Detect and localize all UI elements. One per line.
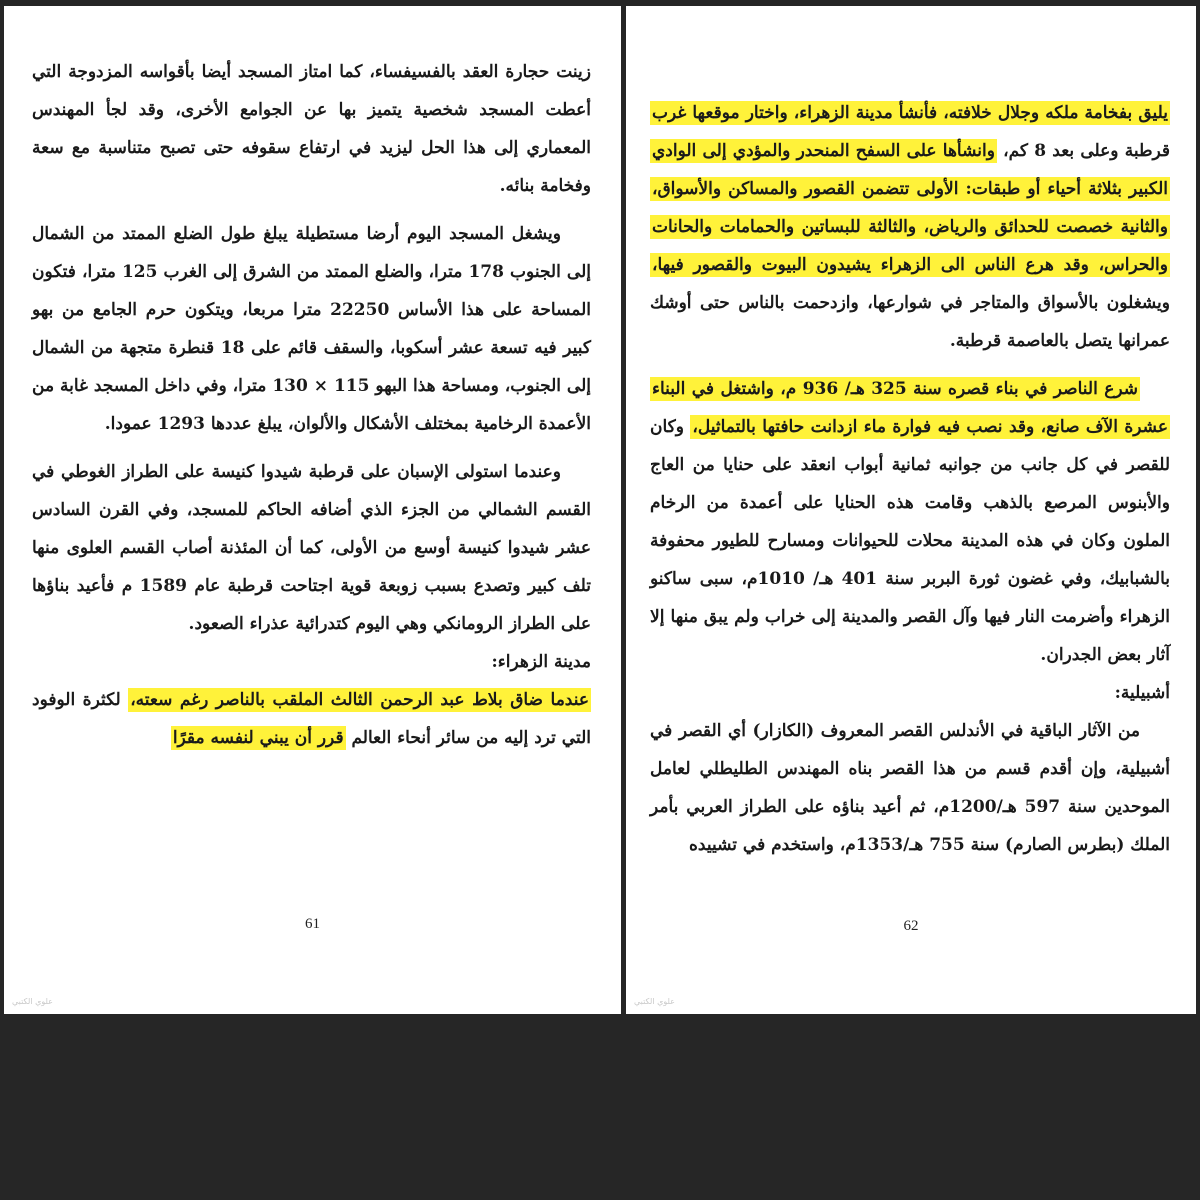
paragraph-palace-construction <box>650 370 1170 674</box>
paragraph-mosque-area: ويشغل المسجد اليوم أرضا مستطيلة يبلغ طول الضلع الممتد من الشمال إلى الجنوب 178 مترا، والضلع الممتد من الشرق إلى الغرب 125 مترا، فتكون المساحة على هذا الأساس 22250 مترا مربعا، ويتكون حرم الجامع من بهو كبير فيه تسعة عشر أسكوبا، والسقف قائم على 18 قنطرة متجهة من الشمال إلى الجنوب، ومساحة هذا البهو 115 × 130 مترا، وفي داخل المسجد غابة من الأعمدة الرخامية بمختلف الأشكال والألوان، يبلغ عددها 1293 عمودا. <box>32 224 592 434</box>
page-61-text <box>32 53 591 757</box>
highlighted-text: عندما ضاق بلاط عبد الرحمن الثالث الملقب بالناصر رغم سعته، <box>130 690 589 710</box>
book-page-62 <box>626 6 1196 1014</box>
paragraph-spanish-church: وعندما استولى الإسبان على قرطبة شيدوا كنيسة على الطراز الغوطي في القسم الشمالي من الجزء الذي أضافه الحاكم للمسجد، وفي القرن السادس عشر شيدوا كنيسة أوسع من الأولى، كما أن المئذنة أصاب القسم العلوى منها تلف كبير وتصدع بسبب زوبعة قوية اجتاحت قرطبة عام 1589 م فأعيد بناؤها على الطراز الرومانكي وهي اليوم كتدرائية عذراء الصعود. <box>32 462 591 634</box>
watermark: علوي الكتبي <box>12 997 53 1006</box>
paragraph-zahra-intro <box>32 681 591 757</box>
section-heading-seville: أشبيلية: <box>1114 683 1170 703</box>
watermark: علوي الكتبي <box>634 997 675 1006</box>
highlighted-text: قرر أن يبني لنفسه مقرًا <box>172 728 344 748</box>
highlighted-text: وانشأها على السفح المنحدر والمؤدي إلى الوادي الكبير بثلاثة أحياء أو طبقات: الأولى تتضمن القصور والمساكن والأسواق، والثانية خصصت للحدائق والرياض، والثالثة للبساتين والحمامات والحانات والحراس، وقد هرع الناس الى الزهراء يشيدون البيوت والقصور فيها، <box>652 141 1168 275</box>
highlighted-text: شرع الناصر في بناء قصره سنة 325 هـ/ 936 م، واشتغل في البناء عشرة الآف صانع، وقد نصب فيه فوارة ماء ازدانت حافتها بالتماثيل، <box>652 379 1168 437</box>
plain-text: قرطبة وعلى بعد 8 كم، <box>996 141 1171 161</box>
book-page-61 <box>4 6 621 1014</box>
plain-text: لكثرة الوفود التي ترد إليه من سائر أنحاء العالم <box>32 690 591 748</box>
plain-text: وكان للقصر في كل جانب من جوانبه ثمانية أبواب انعقد على حنايا من العاج والأبنوس المرصع بالذهب وقامت هذه الحنايا على أعمدة من الرخام الملون وكان في هذه المدينة محلات للحيوانات ومسارح للطيور محفوفة بالشبابيك، وفي غضون ثورة البربر سنة 401 هـ/ 1010م، سبى ساكنو الزهراء وأضرمت النار فيها وآل القصر والمدينة إلى خراب ولم يبق منها إلا آثار بعض الجدران. <box>650 417 1170 665</box>
paragraph-mosque-arches: زينت حجارة العقد بالفسيفساء، كما امتاز المسجد أيضا بأقواسه المزدوجة التي أعطت المسجد شخصية يتميز بها عن الجوامع الأخرى، وقد لجأ المهندس المعماري إلى هذا الحل ليزيد في ارتفاع سقوفه حتى تصبح متناسبة مع سعة وفخامة بنائه. <box>32 62 591 196</box>
page-number: 62 <box>903 918 919 934</box>
page-62-text <box>650 94 1170 874</box>
plain-text: ويشغلون بالأسواق والمتاجر في شوارعها، وازدحمت بالناس حتى أوشك عمرانها يتصل بالعاصمة قرطبة. <box>650 293 1170 351</box>
section-heading-zahra: مدينة الزهراء: <box>491 652 591 672</box>
paragraph-alcazar: من الآثار الباقية في الأندلس القصر المعروف (الكازار) أي القصر في أشبيلية، وإن أقدم قسم من هذا القصر بناه المهندس الطليطلي لعامل الموحدين سنة 597 هـ/1200م، ثم أعيد بناؤه على الطراز العربي بأمر الملك (بطرس الصارم) سنة 755 هـ/1353م، واستخدم في تشييده <box>650 721 1170 855</box>
page-number: 61 <box>305 916 320 932</box>
highlighted-text: يليق بفخامة ملكه وجلال خلافته، فأنشأ مدينة الزهراء، واختار موقعها غرب <box>652 103 1168 123</box>
paragraph-zahra-city <box>650 94 1170 360</box>
